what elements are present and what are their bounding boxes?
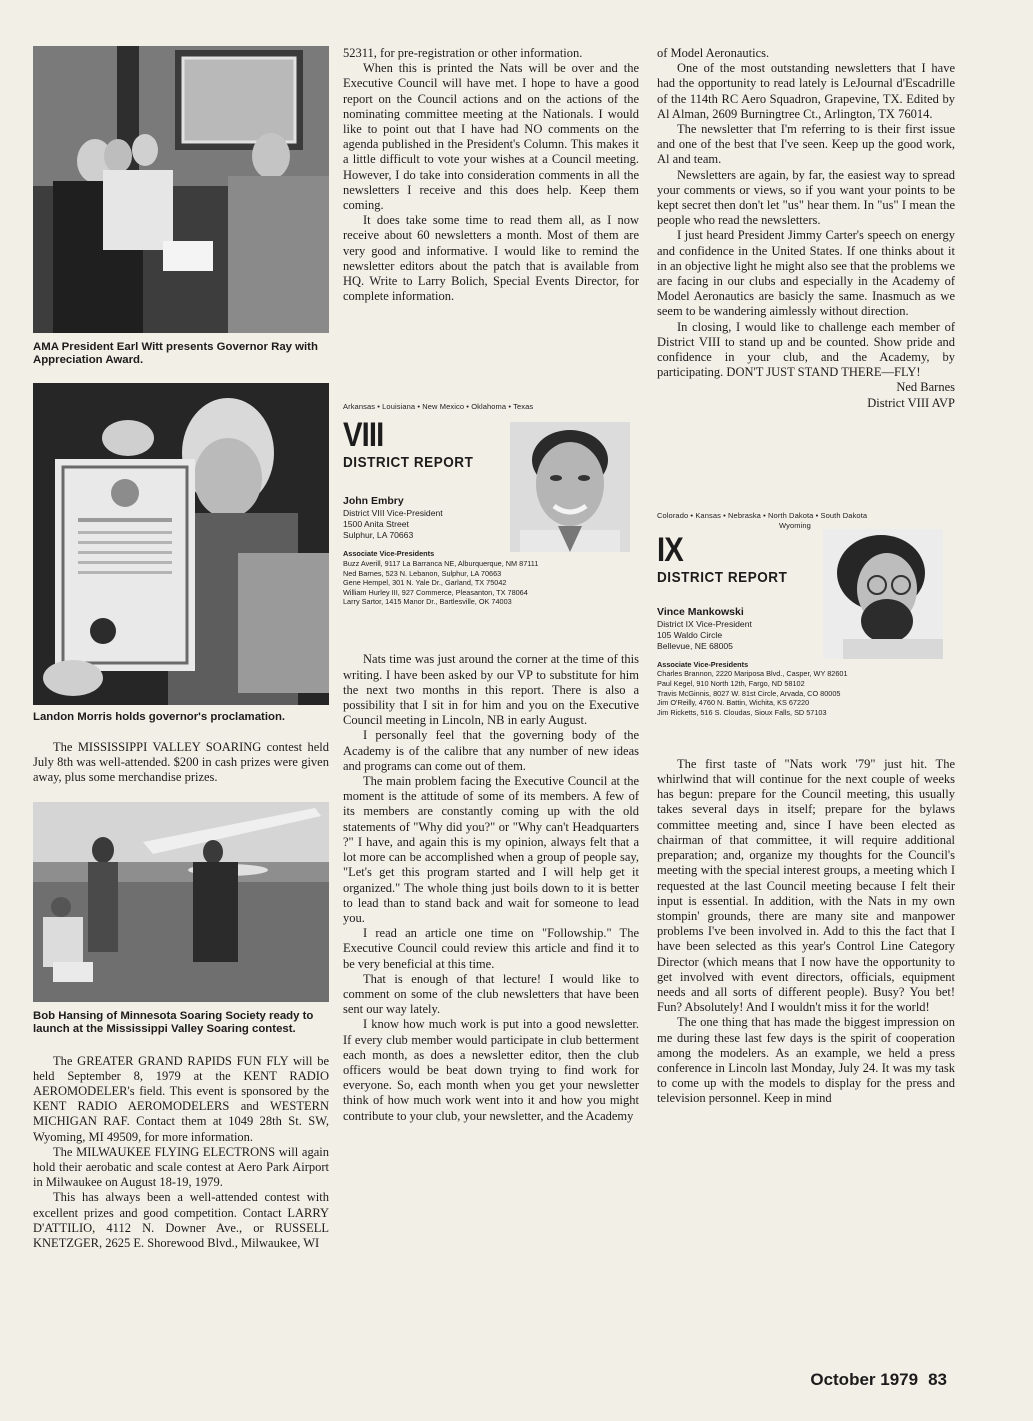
paragraph-closing: In closing, I would like to challenge each member of District VIII to stand up and be counted. Show pride and confidence in your club, and the Academy, by participating. DON'T JUST STAND THERE—FLY!	[657, 319, 955, 380]
caption-glider-photo: Bob Hansing of Minnesota Soaring Society ready to launch at the Mississippi Valley Soaring contest.	[33, 1009, 314, 1035]
district-ix-vp-title: District IX Vice-President	[657, 618, 752, 629]
district-ix-assoc-item: Jim Ricketts, 516 S. Cloudas, Sioux Falls, SD 57103	[657, 707, 827, 717]
portrait-vince-mankowski	[823, 529, 943, 659]
district-ix-assoc-header: Associate Vice-Presidents	[657, 659, 749, 669]
district-ix-vp-name: Vince Mankowski	[657, 605, 744, 618]
photo-proclamation	[33, 383, 329, 705]
district-viii-vp-title: District VIII Vice-President	[343, 508, 443, 519]
district-ix-assoc-item: Travis McGinnis, 8027 W. 81st Circle, Arvada, CO 80005	[657, 688, 841, 698]
district-ix-states: Colorado • Kansas • Nebraska • North Dakota • South Dakota	[657, 510, 868, 520]
district-ix-numeral: IX	[657, 530, 683, 569]
district-viii-numeral: VIII	[343, 416, 384, 455]
district-ix-title: DISTRICT REPORT	[657, 568, 788, 586]
paragraph-governing-body: I personally feel that the governing body of the Academy is of the calibre that any number of new ideas and programs can come out of them.	[343, 728, 639, 773]
paragraph-outstanding-newsletter: One of the most outstanding newsletters that I have had the opportunity to read lately is LeJournal d'Escadrille of the 114th RC Aero Squadron, Grapevine, TX. Edited by Al Alman, 2609 Burningtree Ct., Arlington, TX 76014.	[657, 61, 955, 121]
paragraph-nats-time: Nats time was just around the corner at the time of this writing. I have been asked by our VP to substitute for him the next two months in this report. There is also a possibility that I sit in for him and you on the Executive Council meeting in Lincoln, NB in early August.	[343, 652, 639, 728]
paragraph-newsletters-count: It does take some time to read them all, as I now receive about 60 newsletters a month. Most of them are very good and informative. I would like to remind the newsletter editors about the patch that is available from HQ. Write to Larry Bolich, Special Events Director, for complete information.	[343, 213, 639, 304]
district-viii-assoc-header: Associate Vice-Presidents	[343, 549, 435, 559]
district-ix-states-line2: Wyoming	[779, 520, 811, 530]
paragraph-newsletter-work: I know how much work is put into a good newsletter. If every club member would participate in club betterment each month, as does a newsletter editor, then the club officers would be beat down trying to find work for everyone. So, each month when you get your newsletter think of how much work went into it and how you might contribute to your club, your newsletter, and the Academy	[343, 1017, 639, 1123]
issue-date: October 1979	[810, 1370, 919, 1389]
district-viii-report-header	[343, 402, 639, 642]
page-number: 83	[928, 1370, 947, 1389]
district-viii-assoc-item: Gene Hempel, 301 N. Yale Dr., Garland, TX 75042	[343, 578, 507, 588]
signature-title: District VIII AVP	[867, 395, 955, 410]
paragraph-first-issue: The newsletter that I'm referring to is their first issue and one of the best that I've seen. Keep up the good work, Al and team.	[657, 122, 955, 167]
district-viii-assoc-item: Buzz Averill, 9117 La Barranca NE, Alburquerque, NM 87111	[343, 559, 539, 569]
photo-glider-launch	[33, 802, 329, 1002]
paragraph-fun-fly: The GREATER GRAND RAPIDS FUN FLY will be held September 8, 1979 at the KENT RADIO AEROMODELER's field. This event is sponsored by the KENT RADIO AEROMODELERS and WESTERN MICHIGAN RAF. Contact them at 1049 28th St. SW, Wyoming, MI 49509, for more information.	[33, 1053, 329, 1144]
district-ix-assoc-item: Jim O'Reilly, 4760 N. Battin, Wichita, KS 67220	[657, 698, 810, 708]
paragraph-continued-academy: of Model Aeronautics.	[657, 46, 770, 60]
paragraph-lecture: That is enough of that lecture! I would like to comment on some of the club newsletters that have been sent our way lately.	[343, 971, 639, 1017]
paragraph-newsletters-easiest: Newsletters are again, by far, the easiest way to spread your comments or views, so if you want your points to be kept secret then don't let "us" hear them. In "us" I mean the people who read the newsletters.	[657, 167, 955, 228]
paragraph-main-problem: The main problem facing the Executive Council at the moment is the attitude of some of its members. A few of its members are constantly coming up with the old statements of "Why did you?" or "Why can't Headquarters ?" I have, and again this is my opinion, always felt that a lot more can be accomplished when a group of people say, "Let's get this program started and I will help get it organized." The whole thing just boils down to it is better to lead than to stand back and wait for someone to lead you.	[343, 774, 639, 925]
caption-award-photo: AMA President Earl Witt presents Governor Ray with Appreciation Award.	[33, 341, 318, 366]
district-viii-vp-city: Sulphur, LA 70663	[343, 530, 414, 541]
paragraph-continued: 52311, for pre-registration or other information.	[343, 46, 583, 60]
district-ix-vp-city: Bellevue, NE 68005	[657, 640, 733, 651]
district-viii-vp-street: 1500 Anita Street	[343, 519, 409, 530]
paragraph-contact: This has always been a well-attended contest with excellent prizes and good competition. Contact LARRY D'ATTILIO, 4112 N. Downer Ave., or RUSSELL KNETZGER, 2625 E. Shorewood Blvd., Milwaukee, WI	[33, 1190, 329, 1251]
paragraph-cooperation: The one thing that has made the biggest impression on me during these last few days is the spirit of cooperation among the modelers. As an example, we held a press conference in Lincoln last Monday, July 24. It was my task to come up with the models to display for the press and television personnel. Keep in mind	[657, 1015, 955, 1106]
district-viii-title: DISTRICT REPORT	[343, 454, 474, 472]
column-2	[343, 46, 639, 1124]
paragraph-nats-work: The first taste of "Nats work '79" just hit. The whirlwind that will continue for the next couple of weeks has begun: prepare for the Council meeting, this usually takes several days in itself; prepare for the bylaws committee meeting and, since I have been elected as chairman of that committee, it will require additional preparation; and, organize my thoughts for the Council's meeting with the special interest groups, a meeting which I requested at the last Council meeting because I felt their input is essential. In addition, with the Nats in my own stompin' grounds, there are many site and manpower problems I've been involved in. Add to this the fact that I have been selected as this year's Control Line Category Director (which means that I now have the opportunity to get involved with event directors, officials, equipment needs and all sorts of different people). Busy? You bet! Fun? Absolutely! And I wouldn't miss it for the world!	[657, 756, 955, 1015]
photo-award-presentation	[33, 46, 329, 333]
paragraph-soaring-contest: The MISSISSIPPI VALLEY SOARING contest held July 8th was well-attended. $200 in cash prizes were given away, plus some merchandise prizes.	[33, 740, 329, 785]
caption-proclamation-photo: Landon Morris holds governor's proclamation.	[33, 711, 286, 723]
column-3	[657, 46, 955, 1107]
district-ix-assoc-item: Paul Kegel, 910 North 12th, Fargo, ND 58102	[657, 679, 805, 689]
portrait-john-embry	[510, 422, 630, 552]
district-ix-vp-street: 105 Waldo Circle	[657, 629, 723, 640]
district-viii-assoc-item: Larry Sartor, 1415 Manor Dr., Bartlesville, OK 74003	[343, 597, 512, 607]
paragraph-followship: I read an article one time on "Followship." The Executive Council could review this article and find it to be very beneficial at this time.	[343, 926, 639, 971]
district-ix-report-header	[657, 511, 955, 747]
paragraph-carter-speech: I just heard President Jimmy Carter's speech on energy and confidence in the United States. If one thinks about it in an objective light he might also see that the problems we are facing in our clubs and especially in the Academy of Model Aeronautics are basicly the same. Inasmuch as we seem to be wandering aimlessly without direction.	[657, 228, 955, 319]
district-viii-states: Arkansas • Louisiana • New Mexico • Oklahoma • Texas	[343, 402, 534, 412]
district-ix-assoc-item: Charles Brannon, 2220 Mariposa Blvd., Casper, WY 82601	[657, 669, 848, 679]
district-viii-assoc-item: Ned Barnes, 523 N. Lebanon, Sulphur, LA 70663	[343, 568, 502, 578]
district-viii-vp-name: John Embry	[343, 495, 404, 508]
signature-name: Ned Barnes	[896, 380, 955, 395]
paragraph-flying-electrons: The MILWAUKEE FLYING ELECTRONS will again hold their aerobatic and scale contest at Aero Park Airport in Milwaukee on August 18-19, 1979.	[33, 1144, 329, 1190]
district-viii-assoc-item: William Hurley III, 927 Commerce, Pleasanton, TX 78064	[343, 587, 528, 597]
paragraph-nats-council: When this is printed the Nats will be over and the Executive Council will have met. I hope to have a good report on the Council actions and on the actions of the nominating committee meeting at the Nationals. I would like to point out that I have had NO comments on the agenda published in the President's Column. This makes it a little difficult to vote your wishes at a Council meeting. However, I do take into consideration comments in all the newsletters I receive and this does help. Keep them coming.	[343, 61, 639, 213]
page-footer	[810, 1370, 947, 1390]
column-1	[33, 46, 329, 1251]
